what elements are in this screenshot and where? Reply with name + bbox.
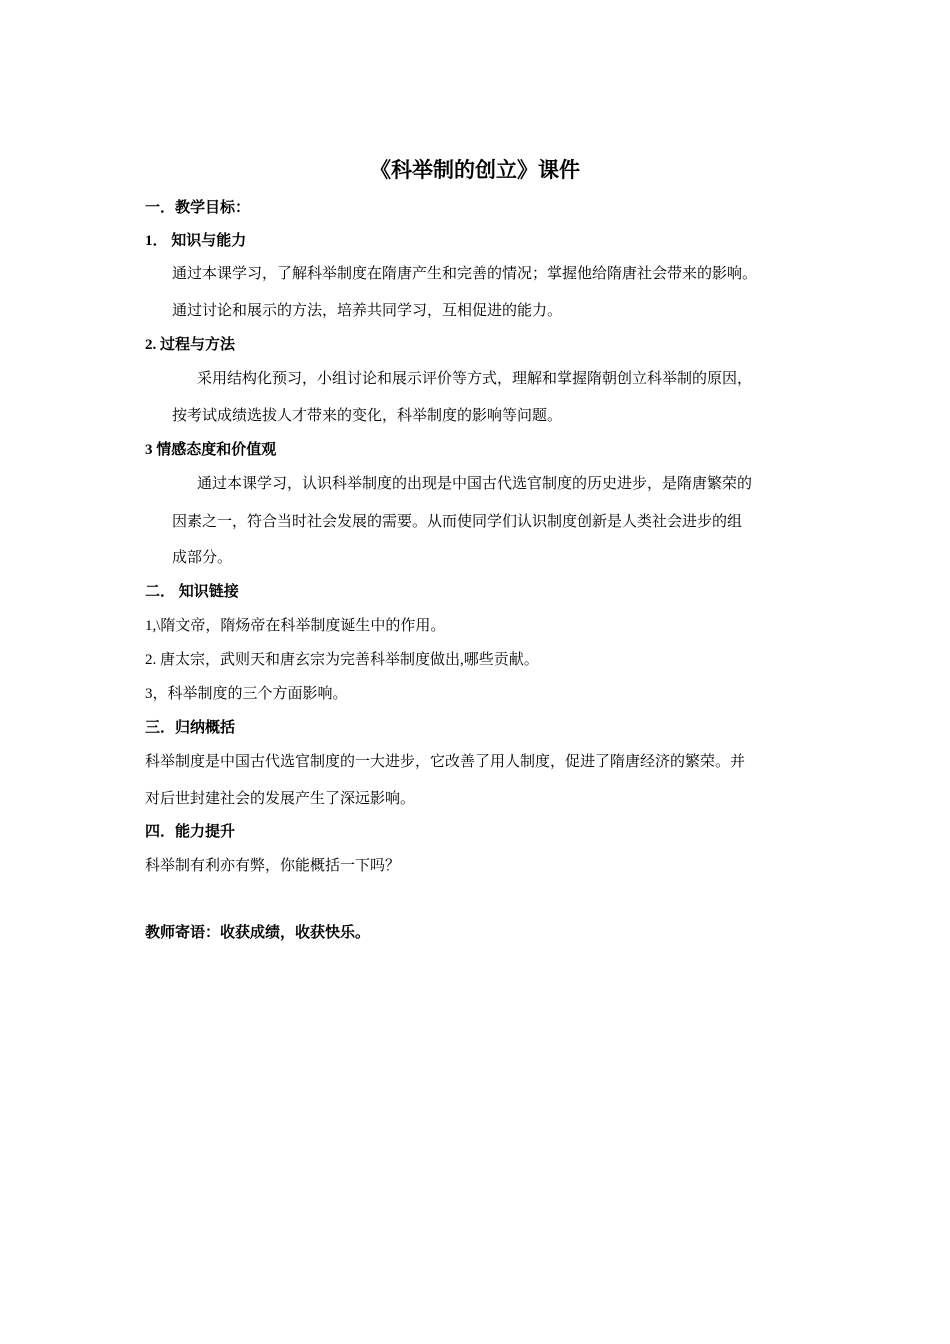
values-paragraph-line: 通过本课学习，认识科举制度的出现是中国古代选官制度的历史进步，是隋唐繁荣的 <box>197 476 753 492</box>
summary-paragraph-line: 对后世封建社会的发展产生了深远影响。 <box>145 791 416 807</box>
subsection-process-heading: 2. 过程与方法 <box>145 337 236 353</box>
teacher-message: 教师寄语：收获成绩，收获快乐。 <box>145 925 371 941</box>
process-paragraph-line: 采用结构化预习，小组讨论和展示评价等方式，理解和掌握隋朝创立科举制的原因， <box>197 371 753 387</box>
values-paragraph-line: 因素之一，符合当时社会发展的需要。从而使同学们认识制度创新是人类社会进步的组 <box>172 514 743 530</box>
knowledge-paragraph-line: 通过讨论和展示的方法，培养共同学习，互相促进的能力。 <box>172 303 563 319</box>
knowledge-paragraph-line: 通过本课学习，了解科举制度在隋唐产生和完善的情况；掌握他给隋唐社会带来的影响。 <box>172 266 758 282</box>
document-title: 《科举制的创立》课件 <box>370 158 580 182</box>
knowledge-link-item: 1,\隋文帝，隋炀帝在科举制度诞生中的作用。 <box>145 618 446 634</box>
knowledge-link-item: 2. 唐太宗，武则天和唐玄宗为完善科举制度做出,哪些贡献。 <box>145 652 539 668</box>
values-paragraph-line: 成部分。 <box>172 550 233 566</box>
process-paragraph-line: 按考试成绩选拔人才带来的变化，科举制度的影响等问题。 <box>172 408 563 424</box>
section4-heading: 四．能力提升 <box>145 824 236 840</box>
summary-paragraph-line: 科举制度是中国古代选官制度的一大进步，它改善了用人制度，促进了隋唐经济的繁荣。并 <box>145 754 746 770</box>
section3-heading: 三．归纳概括 <box>145 720 236 736</box>
section2-heading: 二． 知识链接 <box>145 584 239 600</box>
section1-heading: 一．教学目标： <box>145 200 251 216</box>
subsection-knowledge-heading: 1． 知识与能力 <box>145 233 247 249</box>
knowledge-link-item: 3，科举制度的三个方面影响。 <box>145 686 348 702</box>
subsection-values-heading: 3 情感态度和价值观 <box>145 442 277 458</box>
ability-paragraph: 科举制有利亦有弊，你能概括一下吗？ <box>145 858 401 874</box>
